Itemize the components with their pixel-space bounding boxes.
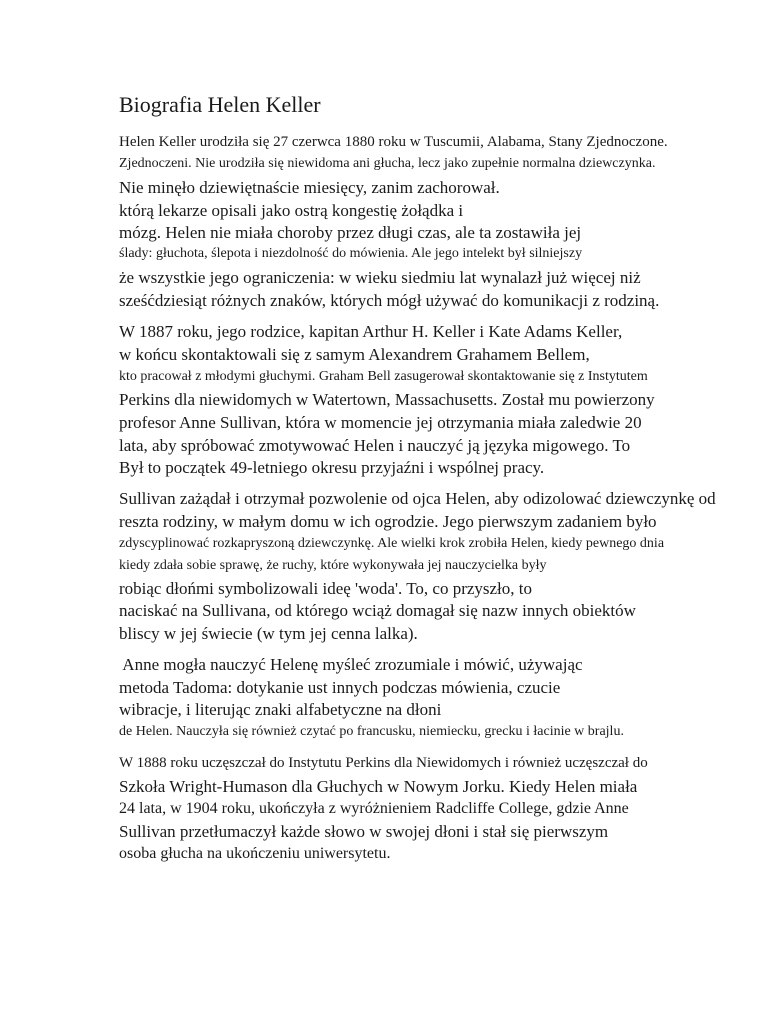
text-line: Sullivan zażądał i otrzymał pozwolenie od ojca Helen, aby odizolować dziewczynkę od (119, 489, 716, 508)
text-line: 24 lata, w 1904 roku, ukończyła z wyróżnieniem Radcliffe College, gdzie Anne (119, 800, 629, 817)
text-line: naciskać na Sullivana, od którego wciąż domagał się nazw innych obiektów (119, 601, 636, 620)
text-line: osoba głucha na ukończeniu uniwersytetu. (119, 845, 391, 862)
text-line: mózg. Helen nie miała choroby przez długi czas, ale ta zostawiła jej (119, 223, 582, 242)
text-line: sześćdziesiąt różnych znaków, których mógł używać do komunikacji z rodziną. (119, 291, 660, 310)
text-line: Szkoła Wright-Humason dla Głuchych w Nowym Jorku. Kiedy Helen miała (119, 777, 638, 796)
text-line: bliscy w jej świecie (w tym jej cenna lalka). (119, 624, 418, 643)
text-line: Helen Keller urodziła się 27 czerwca 1880 roku w Tuscumii, Alabama, Stany Zjednoczone. (119, 134, 668, 150)
text-line: kiedy zdała sobie sprawę, że ruchy, które wykonywała jej nauczycielka były (119, 558, 547, 573)
text-line: Perkins dla niewidomych w Watertown, Massachusetts. Został mu powierzony (119, 390, 655, 409)
text-line: lata, aby spróbować zmotywować Helen i nauczyć ją języka migowego. To (119, 436, 631, 455)
text-line: metoda Tadoma: dotykanie ust innych podczas mówienia, czucie (119, 678, 561, 697)
text-line: zdyscyplinować rozkapryszoną dziewczynkę. Ale wielki krok zrobiła Helen, kiedy pewnego dnia (119, 536, 665, 551)
text-line: de Helen. Nauczyła się również czytać po francusku, niemiecku, grecku i łacinie w brajlu. (119, 724, 624, 739)
text-line: W 1887 roku, jego rodzice, kapitan Arthur H. Keller i Kate Adams Keller, (119, 322, 623, 341)
text-line: Zjednoczeni. Nie urodziła się niewidoma ani głucha, lecz jako zupełnie normalna dziewczynka. (119, 156, 656, 171)
text-line: Był to początek 49-letniego okresu przyjaźni i wspólnej pracy. (119, 458, 545, 477)
text-line: Sullivan przetłumaczył każde słowo w swojej dłoni i stał się pierwszym (119, 822, 609, 841)
text-line: reszta rodziny, w małym domu w ich ogrodzie. Jego pierwszym zadaniem było (119, 512, 657, 531)
text-line: Nie minęło dziewiętnaście miesięcy, zanim zachorował. (119, 178, 500, 197)
page-title: Biografia Helen Keller (119, 92, 321, 117)
text-line: którą lekarze opisali jako ostrą kongestię żołądka i (119, 201, 464, 220)
text-line: ślady: głuchota, ślepota i niezdolność do mówienia. Ale jego intelekt był silniejszy (119, 246, 583, 261)
text-line: wibracje, i literując znaki alfabetyczne na dłoni (119, 700, 442, 719)
text-line: Anne mogła nauczyć Helenę myśleć zrozumiale i mówić, używając (119, 655, 583, 674)
text-line: robiąc dłońmi symbolizowali ideę 'woda'. To, co przyszło, to (119, 579, 533, 598)
text-line: w końcu skontaktowali się z samym Alexandrem Grahamem Bellem, (119, 345, 590, 364)
text-line: kto pracował z młodymi głuchymi. Graham Bell zasugerował skontaktowanie się z Instytutem (119, 369, 648, 384)
text-line: W 1888 roku uczęszczał do Instytutu Perkins dla Niewidomych i również uczęszczał do (119, 755, 648, 771)
text-line: że wszystkie jego ograniczenia: w wieku siedmiu lat wynalazł już więcej niż (119, 268, 641, 287)
text-line: profesor Anne Sullivan, która w momencie jej otrzymania miała zaledwie 20 (119, 413, 642, 432)
